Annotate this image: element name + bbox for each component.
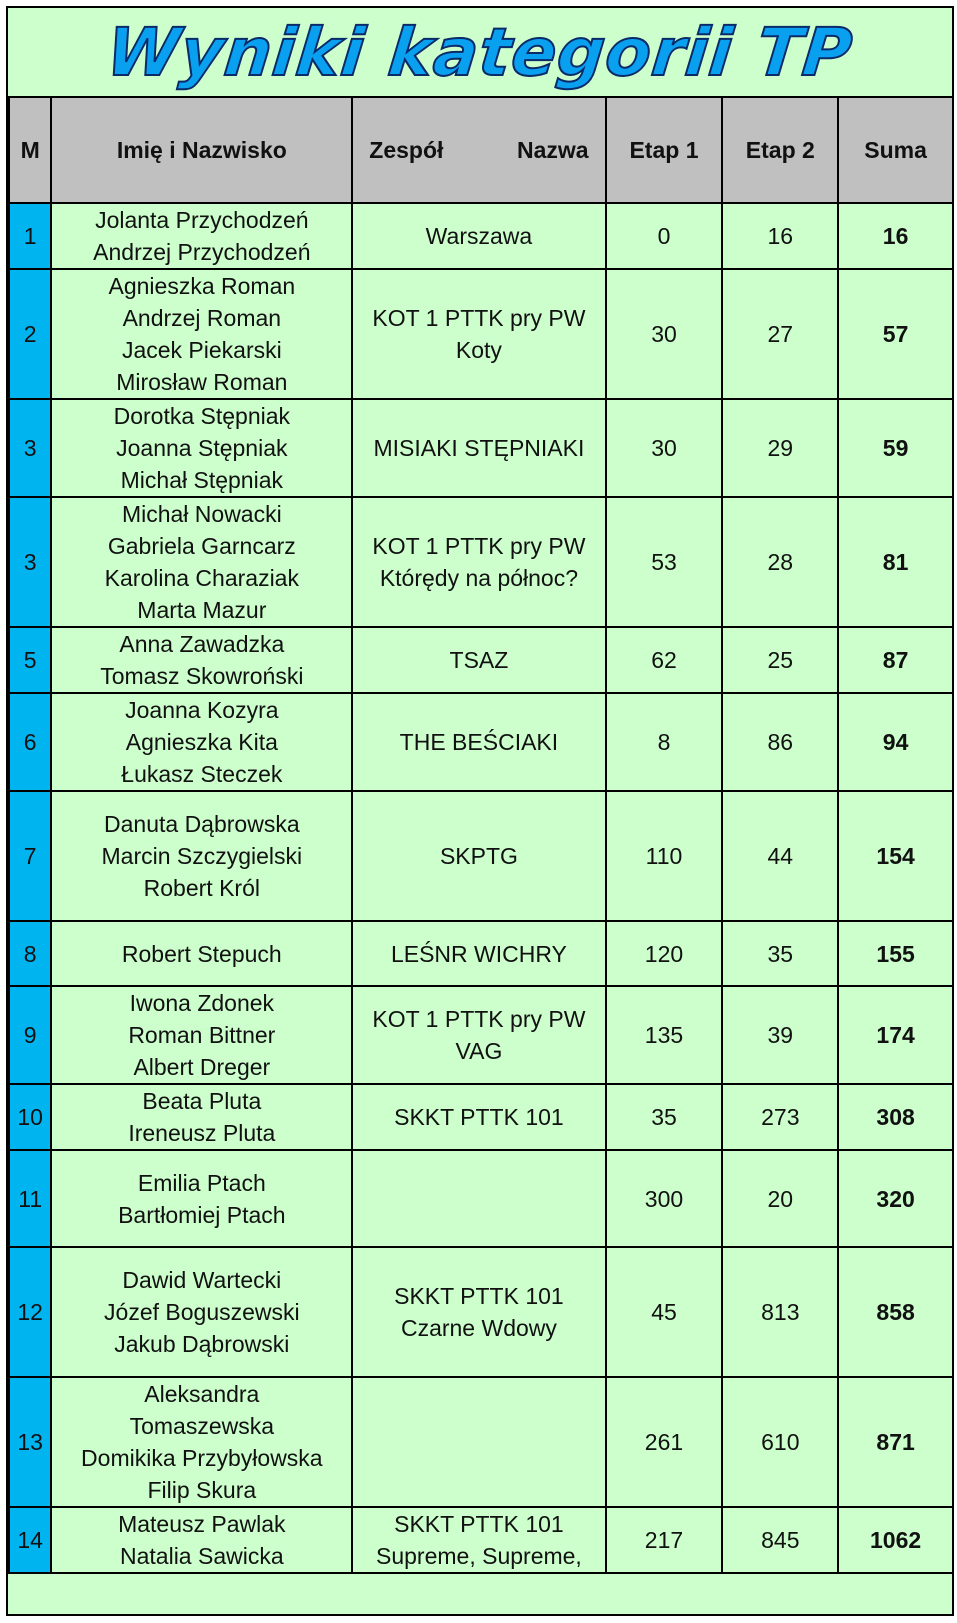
participant-name: Beata Pluta <box>142 1088 262 1114</box>
names-cell <box>51 1084 352 1150</box>
place-cell: 14 <box>9 1507 51 1573</box>
table-row <box>9 1377 953 1507</box>
participant-name: Józef Boguszewski <box>104 1299 300 1325</box>
sum-cell: 871 <box>838 1377 953 1507</box>
stage1-cell: 217 <box>606 1507 723 1573</box>
stage2-cell: 813 <box>722 1247 838 1377</box>
participant-name: Gabriela Garncarz <box>107 533 296 559</box>
names-cell <box>51 399 352 497</box>
team-line: Którędy na północ? <box>379 565 579 591</box>
stage1-cell: 53 <box>606 497 723 627</box>
header-team-label: Zespół <box>369 137 444 163</box>
header-name: Imię i Nazwisko <box>51 97 352 203</box>
team-cell <box>352 1377 605 1507</box>
stage1-cell: 35 <box>606 1084 723 1150</box>
team-cell <box>352 1084 605 1150</box>
header-stage1: Etap 1 <box>606 97 723 203</box>
names-cell <box>51 1247 352 1377</box>
team-cell <box>352 1150 605 1247</box>
place-cell: 2 <box>9 269 51 399</box>
header-team <box>352 97 605 203</box>
stage1-cell: 30 <box>606 399 723 497</box>
sum-cell: 174 <box>838 986 953 1084</box>
team-cell <box>352 497 605 627</box>
participant-name: Tomaszewska <box>129 1413 275 1439</box>
team-cell <box>352 791 605 921</box>
stage1-cell: 120 <box>606 921 723 986</box>
stage1-cell: 8 <box>606 693 723 791</box>
sum-cell: 59 <box>838 399 953 497</box>
table-row <box>9 399 953 497</box>
stage2-cell: 44 <box>722 791 838 921</box>
stage1-cell: 30 <box>606 269 723 399</box>
participant-name: Andrzej Przychodzeń <box>93 239 311 265</box>
team-cell <box>352 1247 605 1377</box>
place-cell: 11 <box>9 1150 51 1247</box>
title-banner <box>8 8 952 98</box>
table-row <box>9 203 953 269</box>
participant-name: Emilia Ptach <box>137 1169 266 1196</box>
stage1-cell: 135 <box>606 986 723 1084</box>
participant-name: Dawid Wartecki <box>122 1267 282 1293</box>
header-sum: Suma <box>838 97 953 203</box>
team-cell <box>352 986 605 1084</box>
header-stage2: Etap 2 <box>722 97 838 203</box>
participant-name: Natalia Sawicka <box>120 1543 284 1569</box>
team-line: Supreme, Supreme, <box>376 1543 582 1569</box>
table-row <box>9 1084 953 1150</box>
names-cell <box>51 1507 352 1573</box>
place-cell: 8 <box>9 921 51 986</box>
team-line: Czarne Wdowy <box>400 1315 557 1341</box>
team-line: THE BEŚCIAKI <box>399 729 559 755</box>
participant-name: Jacek Piekarski <box>121 337 282 363</box>
place-cell: 9 <box>9 986 51 1084</box>
stage2-cell: 273 <box>722 1084 838 1150</box>
team-line: SKKT PTTK 101 <box>394 1511 564 1537</box>
names-cell <box>51 921 352 986</box>
sum-cell: 81 <box>838 497 953 627</box>
stage2-cell: 845 <box>722 1507 838 1573</box>
participant-name: Jolanta Przychodzeń <box>95 207 309 233</box>
sum-cell: 1062 <box>838 1507 953 1573</box>
stage2-cell: 20 <box>722 1150 838 1247</box>
sum-cell: 94 <box>838 693 953 791</box>
names-cell <box>51 627 352 693</box>
team-cell <box>352 627 605 693</box>
participant-name: Michał Nowacki <box>121 501 282 527</box>
participant-name: Bartłomiej Ptach <box>118 1201 286 1228</box>
participant-name: Danuta Dąbrowska <box>104 811 300 837</box>
sum-cell: 155 <box>838 921 953 986</box>
participant-name: Mateusz Pawlak <box>118 1511 286 1537</box>
participant-name: Agnieszka Roman <box>108 273 296 299</box>
names-cell <box>51 1377 352 1507</box>
team-cell <box>352 269 605 399</box>
team-line: KOT 1 PTTK pry PW <box>372 1006 586 1032</box>
stage1-cell: 261 <box>606 1377 723 1507</box>
stage2-cell: 29 <box>722 399 838 497</box>
team-cell <box>352 693 605 791</box>
place-cell: 13 <box>9 1377 51 1507</box>
stage2-cell: 28 <box>722 497 838 627</box>
participant-name: Iwona Zdonek <box>129 990 275 1016</box>
participant-name: Jakub Dąbrowski <box>114 1331 290 1357</box>
team-line: SKKT PTTK 101 <box>394 1283 564 1309</box>
participant-name: Joanna Stępniak <box>116 435 288 461</box>
team-line: Koty <box>455 337 502 363</box>
table-row <box>9 627 953 693</box>
sum-cell: 16 <box>838 203 953 269</box>
sum-cell: 320 <box>838 1150 953 1247</box>
participant-name: Robert Król <box>143 875 260 901</box>
place-cell: 3 <box>9 497 51 627</box>
stage2-cell: 39 <box>722 986 838 1084</box>
team-line: LEŚNR WICHRY <box>390 940 567 967</box>
table-row <box>9 693 953 791</box>
team-line: KOT 1 PTTK pry PW <box>372 305 586 331</box>
sum-cell: 87 <box>838 627 953 693</box>
results-sheet <box>6 6 954 1616</box>
names-cell <box>51 986 352 1084</box>
participant-name: Marcin Szczygielski <box>101 843 303 869</box>
participant-name: Marta Mazur <box>137 597 267 623</box>
participant-name: Andrzej Roman <box>122 305 282 331</box>
table-row <box>9 986 953 1084</box>
page-title: Wyniki kategorii TP <box>103 13 857 91</box>
stage2-cell: 27 <box>722 269 838 399</box>
names-cell <box>51 203 352 269</box>
place-cell: 5 <box>9 627 51 693</box>
team-cell <box>352 399 605 497</box>
stage1-cell: 45 <box>606 1247 723 1377</box>
table-row <box>9 921 953 986</box>
team-line: SKPTG <box>439 843 518 869</box>
team-line: Warszawa <box>425 223 533 249</box>
team-line: VAG <box>455 1038 503 1064</box>
participant-name: Dorotka Stępniak <box>113 403 291 429</box>
table-row <box>9 497 953 627</box>
table-row <box>9 1507 953 1573</box>
stage2-cell: 86 <box>722 693 838 791</box>
table-row <box>9 1150 953 1247</box>
stage2-cell: 25 <box>722 627 838 693</box>
names-cell <box>51 1150 352 1247</box>
team-cell <box>352 1507 605 1573</box>
participant-name: Albert Dreger <box>133 1054 271 1080</box>
header-row <box>9 97 953 203</box>
table-row <box>9 269 953 399</box>
sum-cell: 308 <box>838 1084 953 1150</box>
participant-name: Mirosław Roman <box>116 369 288 395</box>
participant-name: Robert Stepuch <box>121 940 282 967</box>
team-line: TSAZ <box>449 647 509 673</box>
participant-name: Joanna Kozyra <box>125 697 279 723</box>
stage2-cell: 35 <box>722 921 838 986</box>
participant-name: Karolina Charaziak <box>104 565 299 591</box>
participant-name: Anna Zawadzka <box>119 631 285 657</box>
header-place: M <box>9 97 51 203</box>
team-line: MISIAKI STĘPNIAKI <box>373 435 585 461</box>
stage1-cell: 62 <box>606 627 723 693</box>
table-row <box>9 791 953 921</box>
team-line: KOT 1 PTTK pry PW <box>372 533 586 559</box>
stage1-cell: 300 <box>606 1150 723 1247</box>
names-cell <box>51 269 352 399</box>
stage2-cell: 610 <box>722 1377 838 1507</box>
participant-name: Michał Stępniak <box>120 467 283 493</box>
names-cell <box>51 693 352 791</box>
header-team-name: Nazwa <box>516 137 589 163</box>
team-cell <box>352 203 605 269</box>
names-cell <box>51 497 352 627</box>
stage2-cell: 16 <box>722 203 838 269</box>
place-cell: 7 <box>9 791 51 921</box>
participant-name: Łukasz Steczek <box>121 761 283 787</box>
participant-name: Roman Bittner <box>128 1022 276 1048</box>
place-cell: 10 <box>9 1084 51 1150</box>
results-table <box>8 96 954 1574</box>
stage1-cell: 110 <box>606 791 723 921</box>
participant-name: Tomasz Skowroński <box>100 663 304 689</box>
table-row <box>9 1247 953 1377</box>
sum-cell: 154 <box>838 791 953 921</box>
results-body <box>9 203 953 1573</box>
participant-name: Domikika Przybyłowska <box>81 1445 323 1471</box>
participant-name: Agnieszka Kita <box>125 729 278 755</box>
participant-name: Filip Skura <box>147 1477 257 1503</box>
place-cell: 3 <box>9 399 51 497</box>
participant-name: Ireneusz Pluta <box>128 1120 276 1146</box>
names-cell <box>51 791 352 921</box>
stage1-cell: 0 <box>606 203 723 269</box>
sum-cell: 858 <box>838 1247 953 1377</box>
sum-cell: 57 <box>838 269 953 399</box>
team-cell <box>352 921 605 986</box>
place-cell: 6 <box>9 693 51 791</box>
place-cell: 12 <box>9 1247 51 1377</box>
place-cell: 1 <box>9 203 51 269</box>
team-line: SKKT PTTK 101 <box>394 1104 564 1130</box>
participant-name: Aleksandra <box>144 1381 260 1407</box>
